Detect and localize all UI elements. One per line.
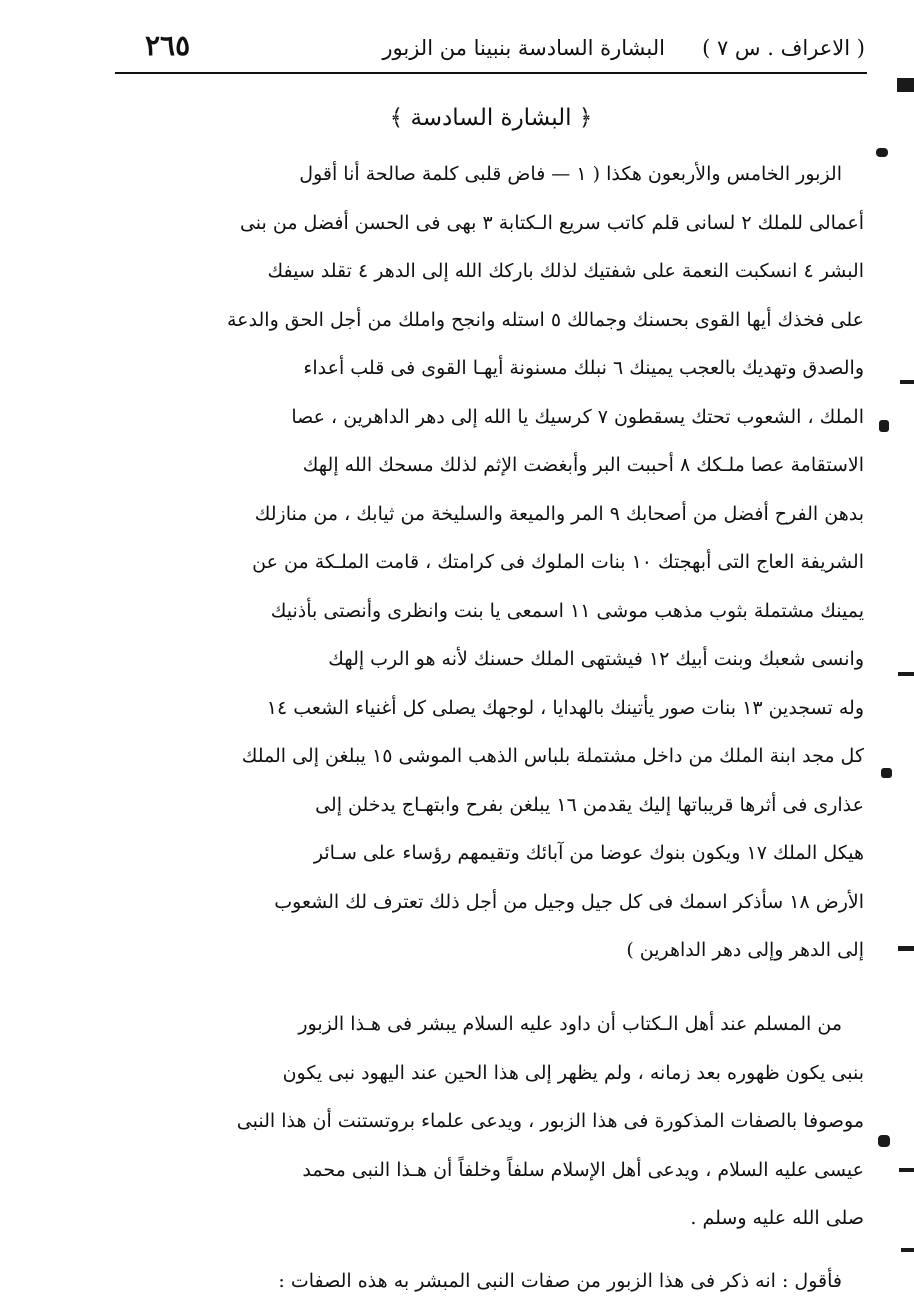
scan-mark: [899, 1168, 914, 1172]
scan-mark: [881, 768, 892, 778]
text-line: الزبور الخامس والأربعون هكذا ( ١ — فاض قلبى كلمة صالحة أنا أقول: [299, 163, 842, 185]
scan-mark: [901, 1248, 914, 1252]
text-line: أعمالى للملك ٢ لسانى قلم كاتب سريع الـكتابة ٣ بهى فى الحسن أفضل من بنى: [239, 211, 864, 234]
text-line: البشر ٤ انسكبت النعمة على شفتيك لذلك باركك الله إلى الدهر ٤ تقلد سيفك: [267, 260, 864, 282]
text-line: وانسى شعبك وبنت أبيك ١٢ فيشتهى الملك حسنك لأنه هو الرب إلهك: [328, 648, 864, 670]
scan-mark: [898, 672, 914, 676]
text-line: صلى الله عليه وسلم .: [690, 1207, 864, 1229]
text-line: على فخذك أيها القوى بحسنك وجمالك ٥ استله وانجح واملك من أجل الحق والدعة: [227, 308, 864, 331]
sura-reference: ( الاعراف . س ٧ ): [702, 36, 865, 60]
commentary-paragraph: [120, 1000, 864, 1243]
text-line: من المسلم عند أهل الـكتاب أن داود عليه السلام يبشر فى هـذا الزبور: [298, 1013, 842, 1035]
text-line: عيسى عليه السلام ، ويدعى أهل الإسلام سلفاً وخلفاً أن هـذا النبى محمد: [302, 1158, 864, 1181]
scan-mark: [876, 148, 888, 157]
text-line: الأرض ١٨ سأذكر اسمك فى كل جيل وجيل من أجل ذلك تعترف لك الشعوب: [274, 890, 864, 913]
text-line: الاستقامة عصا ملـكك ٨ أحببت البر وأبغضت الإثم لذلك مسحك الله إلهك: [302, 454, 864, 476]
text-line: عذارى فى أثرها قريباتها إليك يقدمن ١٦ يبلغن بفرح وابتهـاج يدخلن إلى: [315, 793, 864, 816]
closing-paragraph: [120, 1257, 864, 1306]
page-number: ٢٦٥: [145, 29, 191, 62]
text-line: فأقول : انه ذكر فى هذا الزبور من صفات النبى المبشر به هذه الصفات :: [278, 1270, 842, 1292]
running-title: البشارة السادسة بنبينا من الزبور: [382, 36, 665, 60]
text-line: كل مجد ابنة الملك من داخل مشتملة بلباس الذهب الموشى ١٥ يبلغن إلى الملك: [241, 745, 864, 767]
text-line: موصوفا بالصفات المذكورة فى هذا الزبور ، ويدعى علماء بروتستنت أن هذا النبى: [236, 1110, 864, 1132]
text-line: بدهن الفرح أفضل من أصحابك ٩ المر والميعة والسليخة من ثيابك ، من منازلك: [254, 502, 864, 525]
scan-mark: [878, 1135, 890, 1147]
scan-mark: [900, 380, 914, 384]
section-heading: ﴿ البشارة السادسة ﴾: [389, 105, 593, 131]
text-line: والصدق وتهديك بالعجب يمينك ٦ نبلك مسنونة أيهـا القوى فى قلب أعداء: [303, 357, 864, 379]
text-line: وله تسجدين ١٣ بنات صور يأتينك بالهدايا ، لوجهك يصلى كل أغنياء الشعب ١٤: [266, 696, 864, 719]
text-line: إلى الدهر وإلى دهر الداهرين ): [626, 939, 864, 961]
psalm-paragraph: [120, 150, 864, 975]
text-line: يمينك مشتملة بثوب مذهب موشى ١١ اسمعى يا بنت وانظرى وأنصتى بأذنيك: [270, 599, 864, 622]
text-line: الشريفة العاج التى أبهجتك ١٠ بنات الملوك فى كرامتك ، قامت الملـكة من عن: [252, 551, 864, 573]
scan-mark: [879, 420, 889, 432]
text-line: هيكل الملك ١٧ ويكون بنوك عوضا من آبائك وتقيمهم رؤساء على سـائر: [313, 842, 864, 864]
text-line: بنبى يكون ظهوره بعد زمانه ، ولم يظهر إلى هذا الحين عند اليهود نبى يكون: [282, 1061, 864, 1084]
header-rule: [115, 72, 867, 74]
scan-mark: [898, 946, 914, 951]
scan-mark: [897, 78, 914, 92]
text-line: الملك ، الشعوب تحتك يسقطون ٧ كرسيك يا الله إلى دهر الداهرين ، عصا: [291, 405, 864, 428]
page-header: [115, 26, 865, 70]
